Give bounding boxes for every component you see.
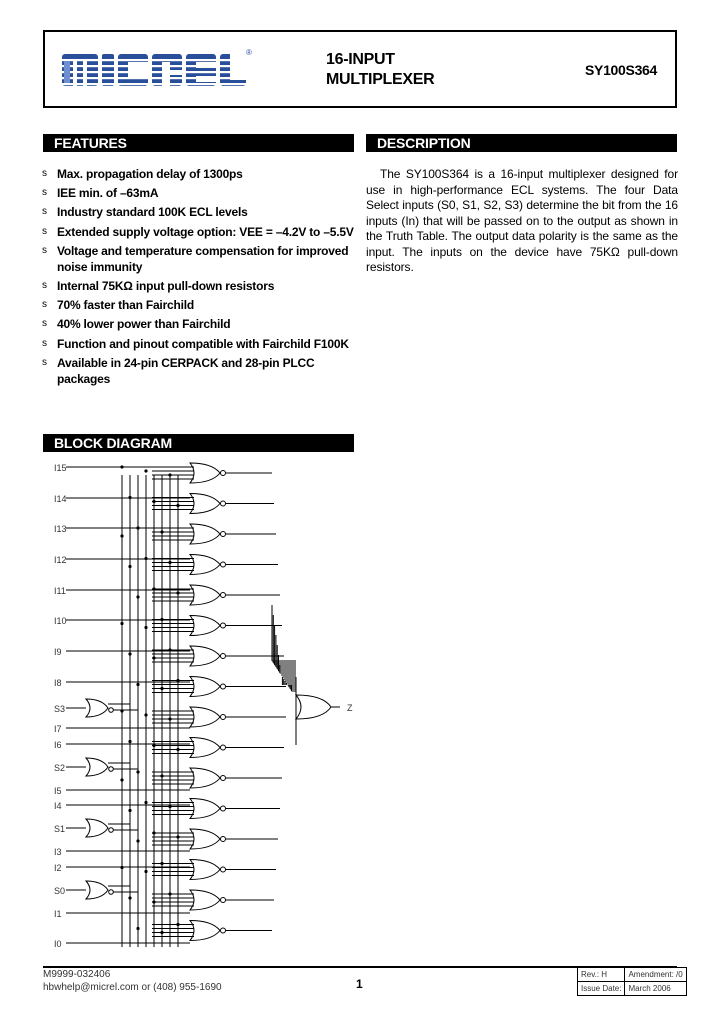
- inversion-bubble: [221, 684, 226, 689]
- junction-dot: [168, 561, 171, 564]
- inversion-bubble: [221, 715, 226, 720]
- junction-dot: [176, 504, 179, 507]
- junction-dot: [144, 801, 147, 804]
- pin-label: I5: [54, 786, 62, 796]
- inversion-bubble: [221, 776, 226, 781]
- part-number: SY100S364: [585, 62, 658, 78]
- pin-label: I7: [54, 724, 62, 734]
- junction-dot: [176, 923, 179, 926]
- or-gate: [190, 646, 220, 666]
- junction-dot: [152, 656, 155, 659]
- pin-label: I10: [54, 616, 67, 626]
- micrel-logo: [62, 46, 256, 94]
- junction-dot: [136, 683, 139, 686]
- inversion-bubble: [109, 767, 114, 772]
- feature-item: s Max. propagation delay of 1300ps: [42, 167, 243, 181]
- or-gate: [190, 890, 220, 910]
- inversion-bubble: [221, 501, 226, 506]
- features-heading: FEATURES: [43, 134, 354, 152]
- pin-label: S3: [54, 704, 66, 714]
- or-gate: [190, 524, 220, 544]
- block-diagram: [40, 455, 370, 960]
- inversion-bubble: [221, 593, 226, 598]
- junction-dot: [160, 774, 163, 777]
- or-gate: [190, 494, 220, 514]
- junction-dot: [176, 835, 179, 838]
- select-buffer-gate: [86, 819, 108, 837]
- junction-dot: [160, 862, 163, 865]
- inversion-bubble: [221, 928, 226, 933]
- or-gate: [190, 585, 220, 605]
- revision-table: [577, 967, 687, 996]
- junction-dot: [152, 900, 155, 903]
- or-gate: [190, 768, 220, 788]
- feature-item: s Extended supply voltage option: VEE = –4.2V to –5.5V: [42, 224, 354, 239]
- junction-dot: [136, 770, 139, 773]
- description-heading: DESCRIPTION: [366, 134, 677, 152]
- pin-label: I3: [54, 847, 62, 857]
- or-gate: [190, 707, 220, 727]
- feature-item: s Voltage and temperature compensation for improved noise immunity: [42, 243, 349, 274]
- document-number: M9999-032406: [43, 969, 111, 980]
- or-gate: [190, 616, 220, 636]
- features-list: [42, 166, 362, 390]
- junction-dot: [168, 473, 171, 476]
- page-number: 1: [356, 977, 363, 991]
- junction-dot: [128, 740, 131, 743]
- junction-dot: [128, 652, 131, 655]
- registered-mark: ®: [246, 48, 252, 57]
- junction-dot: [144, 713, 147, 716]
- pin-label: S0: [54, 886, 66, 896]
- select-buffer-gate: [86, 881, 108, 899]
- junction-dot: [120, 622, 123, 625]
- feature-item: s 70% faster than Fairchild: [42, 298, 195, 313]
- junction-dot: [168, 717, 171, 720]
- junction-dot: [120, 778, 123, 781]
- output-or-gate: [296, 695, 331, 719]
- or-gate: [190, 738, 220, 758]
- junction-dot: [160, 931, 163, 934]
- feature-item: s IEE min. of –63mA: [42, 186, 159, 201]
- inversion-bubble: [221, 532, 226, 537]
- pin-label: I14: [54, 494, 67, 504]
- block-diagram-heading: BLOCK DIAGRAM: [43, 434, 354, 452]
- issue-value: March 2006: [625, 982, 686, 996]
- rev-label: Rev.: H: [578, 968, 625, 982]
- junction-dot: [152, 831, 155, 834]
- contact-info: hbwhelp@micrel.com or (408) 955-1690: [43, 982, 222, 993]
- junction-dot: [160, 530, 163, 533]
- pin-label: I2: [54, 863, 62, 873]
- feature-item: s Industry standard 100K ECL levels: [42, 205, 248, 220]
- inversion-bubble: [221, 898, 226, 903]
- pin-label: I12: [54, 555, 67, 565]
- pin-label: I6: [54, 740, 62, 750]
- feature-item: s 40% lower power than Fairchild: [42, 317, 231, 332]
- junction-dot: [136, 595, 139, 598]
- title-line-2: MULTIPLEXER: [326, 71, 435, 88]
- rev-value: Amendment: /0: [625, 968, 686, 982]
- block-diagram-svg: [40, 455, 370, 955]
- inversion-bubble: [221, 806, 226, 811]
- or-gate: [190, 860, 220, 880]
- feature-item: s Function and pinout compatible with Fairchild F100K: [42, 336, 349, 351]
- or-gate: [190, 463, 220, 483]
- or-gate: [190, 921, 220, 941]
- inversion-bubble: [109, 890, 114, 895]
- inversion-bubble: [221, 623, 226, 628]
- junction-dot: [128, 896, 131, 899]
- or-gate: [190, 555, 220, 575]
- junction-dot: [144, 870, 147, 873]
- or-gate: [190, 799, 220, 819]
- pin-label: I15: [54, 463, 67, 473]
- pin-label: I9: [54, 647, 62, 657]
- pin-label: I11: [54, 586, 66, 596]
- issue-label: Issue Date:: [578, 982, 625, 996]
- output-label-z: Z: [347, 703, 353, 713]
- or-gate: [190, 677, 220, 697]
- inversion-bubble: [221, 745, 226, 750]
- junction-dot: [128, 565, 131, 568]
- junction-dot: [152, 500, 155, 503]
- inversion-bubble: [221, 654, 226, 659]
- pin-label: I13: [54, 524, 67, 534]
- pin-label: I1: [54, 909, 62, 919]
- junction-dot: [136, 839, 139, 842]
- document-title: [326, 50, 434, 90]
- inversion-bubble: [221, 471, 226, 476]
- pin-label: I8: [54, 678, 62, 688]
- feature-item: s Internal 75KΩ input pull-down resistors: [42, 278, 275, 293]
- junction-dot: [176, 591, 179, 594]
- description-text: The SY100S364 is a 16-input multiplexer designed for use in high-performance ECL systems. The four Data Select inputs (S0, S1, S2, S3) determine the bit from the 16 inputs (In) that will be passed on to the output as shown in the Truth Table. The output data polarity is the same as the input. The inputs on the device have 75KΩ pull-down resistors.: [366, 167, 678, 274]
- feature-item: s Available in 24-pin CERPACK and 28-pin PLCC packages: [42, 355, 315, 386]
- pin-label: S2: [54, 763, 66, 773]
- junction-dot: [168, 892, 171, 895]
- inversion-bubble: [221, 562, 226, 567]
- pin-label: S1: [54, 824, 66, 834]
- junction-dot: [144, 626, 147, 629]
- junction-dot: [176, 748, 179, 751]
- title-line-1: 16-INPUT: [326, 51, 395, 68]
- junction-dot: [160, 687, 163, 690]
- pin-label: I0: [54, 939, 62, 949]
- inversion-bubble: [221, 837, 226, 842]
- inversion-bubble: [109, 828, 114, 833]
- select-buffer-gate: [86, 758, 108, 776]
- junction-dot: [144, 469, 147, 472]
- junction-dot: [120, 534, 123, 537]
- inversion-bubble: [109, 708, 114, 713]
- junction-dot: [128, 809, 131, 812]
- inversion-bubble: [221, 867, 226, 872]
- pin-label: I4: [54, 801, 62, 811]
- junction-dot: [136, 927, 139, 930]
- or-gate: [190, 829, 220, 849]
- select-buffer-gate: [86, 699, 108, 717]
